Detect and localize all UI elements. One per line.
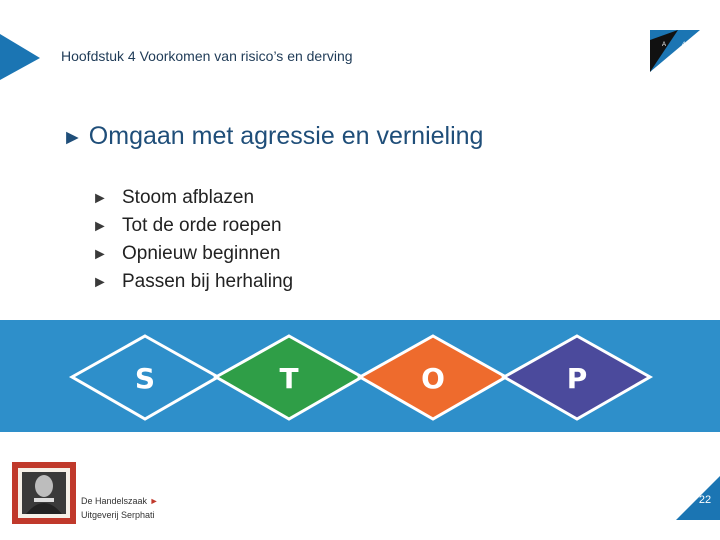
publisher-line1: De Handelszaak: [81, 496, 148, 506]
publisher-arrow-icon: ►: [149, 496, 159, 506]
stop-diamond-s: [72, 336, 218, 419]
publisher-subname: Uitgeverij Serphati: [81, 510, 155, 520]
publisher-name: [81, 496, 158, 506]
chapter-title: Hoofdstuk 4 Voorkomen van risico’s en derving: [61, 48, 353, 64]
stop-diamond-p: [504, 336, 650, 419]
corner-label-right: 4: [682, 42, 686, 48]
bullet-arrow-icon: ►: [92, 190, 108, 207]
bullet-text: Tot de orde roepen: [122, 215, 282, 236]
corner-logo-mark: [648, 28, 702, 74]
bullet-arrow-icon: ►: [92, 246, 108, 263]
stop-letter-s: S: [134, 362, 156, 395]
bullet-arrow-icon: ►: [92, 218, 108, 235]
stop-diamond-o: [360, 336, 506, 419]
bullet-arrow-icon: ►: [92, 274, 108, 291]
stop-letter-p: P: [566, 362, 588, 395]
list-item: [92, 268, 293, 296]
list-item: [92, 240, 293, 268]
stop-diagram: [0, 320, 720, 432]
stop-diamond-t: [216, 336, 362, 419]
bullet-text: Passen bij herhaling: [122, 271, 294, 292]
bullet-text: Stoom afblazen: [122, 187, 255, 208]
slide-heading: [62, 122, 483, 151]
bullet-list: [92, 184, 293, 296]
stop-letter-o: O: [421, 362, 445, 395]
stop-letter-t: T: [279, 362, 299, 395]
heading-arrow-icon: ►: [62, 126, 83, 149]
heading-text: Omgaan met agressie en vernieling: [88, 122, 484, 150]
list-item: [92, 184, 293, 212]
publisher-logo-icon: [12, 462, 78, 526]
bullet-text: Opnieuw beginnen: [122, 243, 281, 264]
corner-label-left: A: [662, 42, 667, 48]
list-item: [92, 212, 293, 240]
corner-arrow-left: [0, 30, 42, 82]
page-number: 22: [698, 494, 712, 506]
